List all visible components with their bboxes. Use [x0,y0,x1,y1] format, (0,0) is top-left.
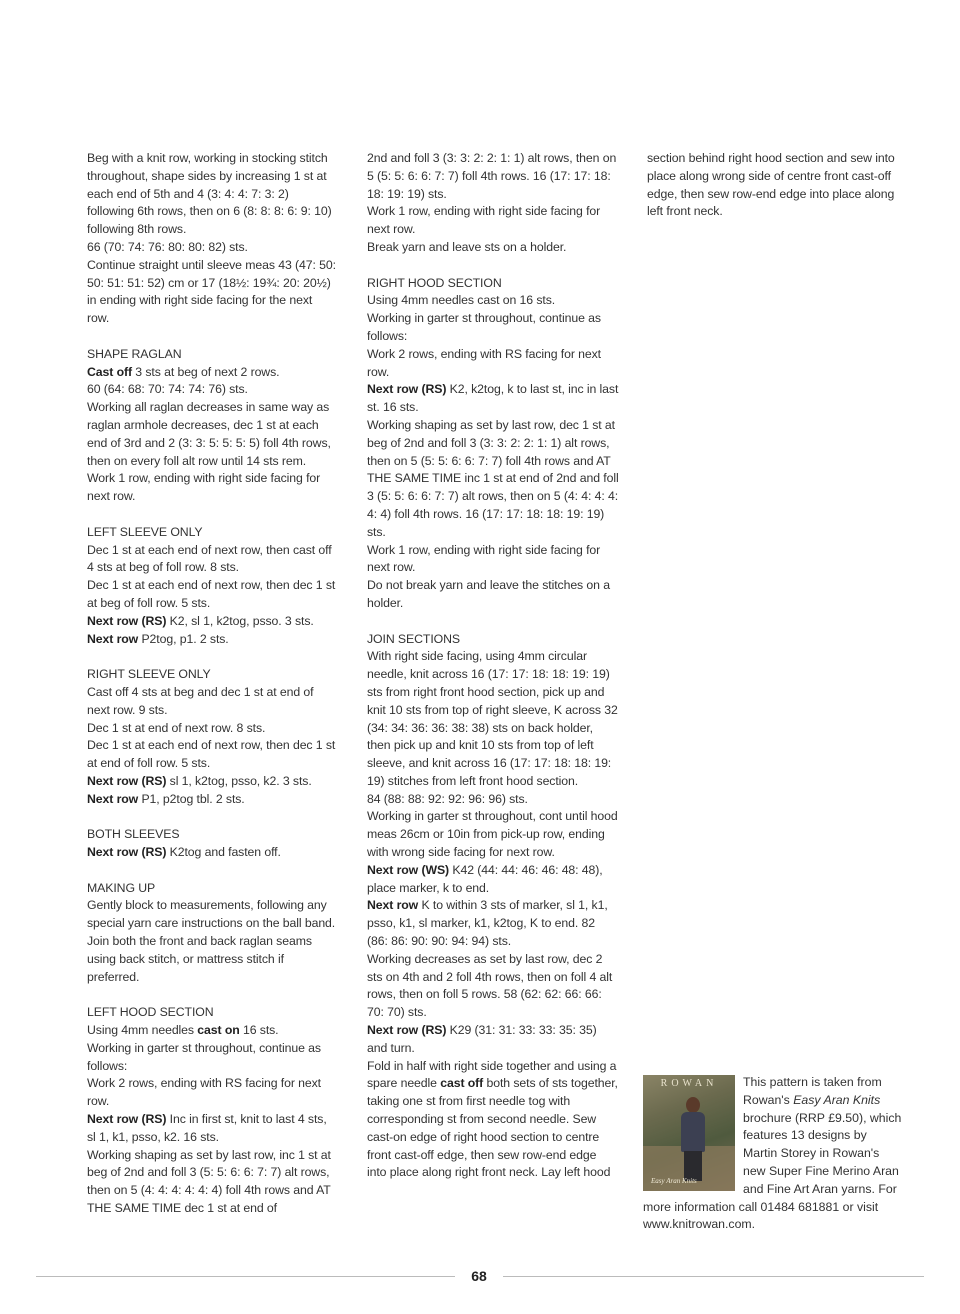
instruction-line: Work 2 rows, ending with RS facing for next row. [367,346,602,379]
instruction-line: 60 (64: 68: 70: 74: 74: 76) sts. [87,382,248,397]
brochure-cover-image [643,1075,735,1191]
instruction-line: Working decreases as set by last row, dec 2 sts on 4th and 2 foll 4th rows, then on foll 4 alt rows, then on foll 5 rows. 58 (62: 62: 66: 66: 70: 70) sts. [367,951,613,1020]
bold-term: Cast off [87,364,132,379]
bold-term: Next row (RS) [87,773,167,788]
section-heading-left-sleeve: LEFT SLEEVE ONLY [87,524,203,539]
instruction-line: Dec 1 st at each end of next row, then cast off 4 sts at beg of foll row. 8 sts. [87,542,332,575]
brochure-promo [643,1074,903,1234]
instruction-line: Working all raglan decreases in same way as raglan armhole decreases, dec 1 st at each end of 3rd and 2 (3: 3: 5: 5: 5: 5) foll 4th rows, then on every foll alt row until 14 sts rem. [87,400,331,468]
instruction-line: Working in garter st throughout, continue as follows: [367,311,601,343]
instruction-line: With right side facing, using 4mm circular needle, knit across 16 (17: 17: 18: 18: 19: 19) sts from right front hood section, pick up and knit 10 sts from top of right sleeve, K across 32 (34: 34: 36: 36: 38: 38) sts on back holder, then pick up and knit 10 sts from top of left sleeve, and knit across 16 (17: 17: 18: 18: 19: 19) stitches from left front hood section. [367,649,618,788]
instruction-line: Using 4mm needles cast on 16 sts. [87,1023,279,1038]
page-number: 68 [471,1268,487,1284]
section-heading-join-sections: JOIN SECTIONS [367,631,460,646]
bold-term: Next row (WS) [367,862,450,877]
section-heading-left-hood: LEFT HOOD SECTION [87,1005,214,1020]
cover-model-head [686,1097,700,1113]
sleeve-paragraph: Beg with a knit row, working in stocking stitch throughout, shape sides by increasing 1 st at each end of 5th and 4 (3: 4: 4: 7: 3: 2) following 6th rows, then on 6 (8: 8: 8: 6: 9: 10) following 8th rows. [87,151,332,237]
section-heading-right-hood: RIGHT HOOD SECTION [367,275,502,290]
bold-term: Next row (RS) [367,382,447,397]
instruction-line: Do not break yarn and leave the stitches on a holder. [367,578,610,610]
instruction-line: Next row P1, p2tog tbl. 2 sts. [87,791,245,806]
section-heading-right-sleeve: RIGHT SLEEVE ONLY [87,667,211,682]
instruction-line: Cast off 4 sts at beg and dec 1 st at end of next row. 9 sts. [87,684,314,717]
instruction-line: Next row (RS) K2tog and fasten off. [87,845,281,860]
cover-model [679,1097,707,1181]
column-1 [87,150,337,1218]
cover-title: Easy Aran Knits [651,1177,697,1185]
instruction-line: Next row (RS) K2, k2tog, k to last st, inc in last st. 16 sts. [367,382,619,415]
instruction-line: Next row (RS) Inc in first st, knit to last 4 sts, sl 1, k1, psso, k2. 16 sts. [87,1112,327,1144]
bold-term: cast on [197,1023,240,1038]
instruction-line: Dec 1 st at each end of next row, then dec 1 st at beg of foll row. 5 sts. [87,578,336,610]
bold-term: Next row [87,631,139,646]
instruction-line: Working in garter st throughout, continue as follows: [87,1040,321,1073]
instruction-line: Work 1 row, ending with right side facing for next row. [367,542,601,575]
bold-term: Next row [87,791,139,806]
sleeve-paragraph: Continue straight until sleeve meas 43 (47: 50: 50: 51: 51: 52) cm or 17 (18½: 19¾: 20: 20½) in ending with right side facing for the next row. [87,257,336,326]
bold-term: Next row (RS) [367,1023,447,1038]
instruction-line: Next row (RS) K2, sl 1, k2tog, psso. 3 sts. [87,613,314,628]
instruction-line: Working shaping as set by last row, dec 1 st at beg of 2nd and foll 3 (3: 3: 2: 2: 1: 1) alt rows, then on 5 (5: 5: 6: 6: 7: 7) foll 4th rows and AT THE SAME TIME inc 1 st at end of 2nd and foll 3 (5: 5: 6: 6: 7: 7) alt rows, then on 5 (4: 4: 4: 4: 4: 4) foll 4th rows. 16 (17: 17: 18: 18: 19: 19) sts. [367,417,619,539]
instruction-line: Break yarn and leave sts on a holder. [367,239,567,254]
instruction-line: section behind right hood section and sew into place along wrong side of centre front cast-off edge, then sew row-end edge into place along left front neck. [647,151,895,219]
instruction-line: 2nd and foll 3 (3: 3: 2: 2: 1: 1) alt rows, then on 5 (5: 5: 6: 6: 7: 7) foll 4th rows. 16 (17: 17: 18: 18: 19: 19) sts. [367,151,617,201]
instruction-line: Dec 1 st at each end of next row, then dec 1 st at end of foll row. 5 sts. [87,738,336,771]
bold-term: Next row (RS) [87,613,167,628]
section-heading-both-sleeves: BOTH SLEEVES [87,827,180,842]
instruction-line: Gently block to measurements, following any special yarn care instructions on the ball band. Join both the front and back raglan seams using back stitch, or mattress stitch if preferred. [87,898,336,984]
instruction-line: Dec 1 st at end of next row. 8 sts. [87,720,266,735]
instruction-line: Cast off 3 sts at beg of next 2 rows. [87,364,280,379]
brochure-title: Easy Aran Knits [793,1092,881,1107]
instruction-line: Work 2 rows, ending with RS facing for next row. [87,1076,322,1109]
cover-model-sweater [681,1112,705,1152]
section-heading-making-up: MAKING UP [87,880,156,895]
instruction-line: Next row P2tog, p1. 2 sts. [87,631,229,646]
instruction-line: Fold in half with right side together and using a spare needle cast off both sets of sts together, taking one st from first needle tog with corresponding st from second needle. Sew cast-on edge of right hood section to centre front cast-off edge, then sew row-end edge into place along right front neck. Lay left hood [367,1058,618,1180]
instruction-line: Next row K to within 3 sts of marker, sl 1, k1, psso, k1, sl marker, k1, k2tog, K to end. 82 (86: 86: 90: 90: 94: 94) sts. [367,898,608,949]
instruction-line: Next row (WS) K42 (44: 44: 46: 46: 48: 48), place marker, k to end. [367,862,603,895]
bold-term: Next row [367,898,419,913]
column-3 [647,150,897,221]
instruction-line: Work 1 row, ending with right side facing for next row. [367,204,601,237]
sleeve-stitch-count: 66 (70: 74: 76: 80: 80: 82) sts. [87,239,248,254]
footer-rule [36,1276,455,1277]
bold-term: Next row (RS) [87,845,167,860]
instruction-line: Next row (RS) K29 (31: 31: 33: 33: 35: 35) and turn. [367,1023,597,1055]
promo-text: This pattern is taken from Rowan's Easy Aran Knits brochure (RRP £9.50), which features 13 designs by Martin Storey in Rowan's new Super Fine Merino Aran and Fine Art Aran yarns. For more information call 01484 681881 or visit www.knitrowan.com. [643,1075,902,1232]
instruction-line: Working in garter st throughout, cont until hood meas 26cm or 10in from pick-up row, ending with wrong side facing for next row. [367,809,618,860]
bold-term: cast off [440,1076,484,1091]
section-heading-shape-raglan: SHAPE RAGLAN [87,346,182,361]
instruction-line: 84 (88: 88: 92: 92: 96: 96) sts. [367,791,528,806]
footer-rule [503,1276,924,1277]
instruction-line: Work 1 row, ending with right side facing for next row. [87,471,321,504]
bold-term: Next row (RS) [87,1112,167,1127]
instruction-line: Working shaping as set by last row, inc 1 st at beg of 2nd and foll 3 (5: 5: 6: 6: 7: 7) alt rows, then on 5 (4: 4: 4: 4: 4: 4) foll 4th rows and AT THE SAME TIME dec 1 st at end of [87,1147,331,1216]
column-2 [367,150,619,1182]
cover-brand-logo: ROWAN [660,1078,718,1089]
instruction-line: Next row (RS) sl 1, k2tog, psso, k2. 3 sts. [87,773,312,788]
instruction-line: Using 4mm needles cast on 16 sts. [367,293,556,308]
page-footer [0,1266,960,1286]
